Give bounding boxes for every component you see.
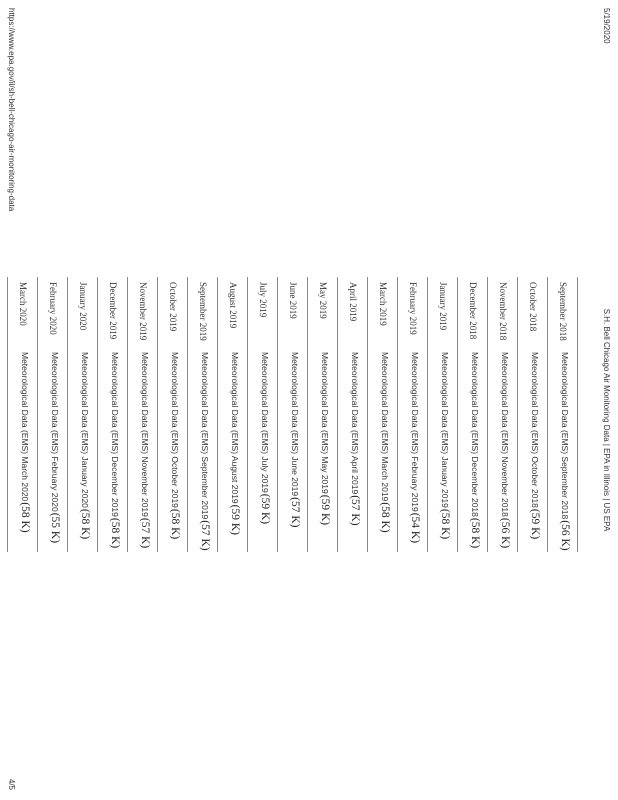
month-label: November 2019 — [138, 282, 148, 341]
data-file-link-label: Meteorological Data (EMS) May 2019 — [320, 352, 330, 494]
month-label: February 2020 — [48, 282, 58, 335]
data-file-link[interactable] — [109, 352, 121, 548]
data-file-link-label: Meteorological Data (EMS) November 2018 — [500, 352, 510, 517]
file-size: (59 K) — [529, 508, 541, 540]
table-row — [97, 277, 127, 552]
table-row — [7, 277, 37, 552]
file-size: (59 K) — [319, 494, 331, 526]
table-row — [37, 277, 67, 552]
file-size: (58 K) — [109, 517, 121, 549]
month-label: May 2019 — [318, 282, 328, 319]
file-size: (54 K) — [409, 512, 421, 544]
month-label: January 2020 — [78, 282, 88, 331]
table-row — [157, 277, 187, 552]
data-file-link[interactable] — [409, 352, 421, 543]
data-file-link-label: Meteorological Data (EMS) April 2019 — [350, 352, 360, 495]
month-label: July 2019 — [258, 282, 268, 318]
data-file-link[interactable] — [529, 352, 541, 539]
data-file-link[interactable] — [379, 352, 391, 533]
file-size: (58 K) — [379, 502, 391, 533]
month-label: April 2019 — [348, 282, 358, 322]
table-row — [217, 277, 247, 552]
data-file-link[interactable] — [349, 352, 361, 526]
page-number: 4/5 — [7, 778, 16, 790]
table-row — [427, 277, 457, 552]
data-file-link[interactable] — [139, 352, 151, 548]
data-file-link[interactable] — [49, 352, 61, 543]
table-row — [247, 277, 277, 552]
table-row — [277, 277, 307, 552]
data-file-link-label: Meteorological Data (EMS) October 2018 — [530, 352, 540, 508]
data-file-link[interactable] — [439, 352, 451, 539]
data-file-link-label: Meteorological Data (EMS) January 2020 — [80, 352, 90, 508]
file-size: (58 K) — [469, 517, 481, 549]
data-file-link-label: Meteorological Data (EMS) July 2019 — [260, 352, 270, 493]
print-date: 5/19/2020 — [602, 8, 611, 44]
month-label: February 2019 — [408, 282, 418, 335]
page-title: S.H. Bell Chicago Air Monitoring Data | EPA in Illinois | US EPA — [602, 308, 611, 532]
file-size: (59 K) — [259, 493, 271, 525]
data-file-link-label: Meteorological Data (EMS) June 2019 — [290, 352, 300, 497]
data-file-link[interactable] — [79, 352, 91, 539]
data-file-link-label: Meteorological Data (EMS) March 2019 — [380, 352, 390, 502]
month-label: March 2019 — [378, 282, 388, 326]
file-size: (57 K) — [349, 495, 361, 526]
data-file-link[interactable] — [259, 352, 271, 524]
data-file-link-label: Meteorological Data (EMS) September 2019 — [200, 352, 210, 520]
data-file-link[interactable] — [19, 352, 31, 533]
data-file-link[interactable] — [289, 352, 301, 527]
data-file-link-label: Meteorological Data (EMS) February 2019 — [410, 352, 420, 512]
data-file-link[interactable] — [169, 352, 181, 539]
data-file-link-label: Meteorological Data (EMS) March 2020 — [20, 352, 30, 502]
data-file-link-label: Meteorological Data (EMS) September 2018 — [560, 352, 570, 520]
data-file-link[interactable] — [469, 352, 481, 548]
table-row — [187, 277, 217, 552]
table-row — [457, 277, 487, 552]
month-label: December 2018 — [468, 282, 478, 340]
file-size: (57 K) — [289, 497, 301, 528]
month-label: March 2020 — [18, 282, 28, 326]
data-file-link-label: Meteorological Data (EMS) January 2019 — [440, 352, 450, 508]
file-size: (56 K) — [559, 520, 571, 551]
meteorological-data-table — [7, 277, 578, 552]
data-file-link-label: Meteorological Data (EMS) August 2019 — [230, 352, 240, 504]
table-row — [367, 277, 397, 552]
table-row — [337, 277, 367, 552]
table-row — [127, 277, 157, 552]
data-file-link[interactable] — [199, 352, 211, 551]
table-row — [517, 277, 547, 552]
file-size: (57 K) — [139, 517, 151, 549]
month-label: August 2019 — [228, 282, 238, 329]
table-row — [487, 277, 517, 552]
page-url[interactable]: https://www.epa.gov/il/sh-bell-chicago-air-monitoring-data — [7, 8, 16, 212]
data-file-link-label: Meteorological Data (EMS) December 2019 — [110, 352, 120, 517]
file-size: (57 K) — [199, 520, 211, 551]
table-row — [397, 277, 427, 552]
file-size: (55 K) — [49, 512, 61, 544]
file-size: (58 K) — [79, 508, 91, 540]
month-label: November 2018 — [498, 282, 508, 341]
data-file-link[interactable] — [559, 352, 571, 551]
data-file-link-label: Meteorological Data (EMS) October 2019 — [170, 352, 180, 508]
file-size: (59 K) — [229, 504, 241, 536]
table-row — [307, 277, 337, 552]
data-file-link[interactable] — [229, 352, 241, 535]
month-label: December 2019 — [108, 282, 118, 340]
table-row — [547, 277, 577, 552]
data-file-link-label: Meteorological Data (EMS) February 2020 — [50, 352, 60, 512]
month-label: January 2019 — [438, 282, 448, 331]
file-size: (58 K) — [439, 508, 451, 540]
month-label: September 2019 — [198, 282, 208, 341]
month-label: October 2018 — [528, 282, 538, 332]
file-size: (58 K) — [169, 508, 181, 540]
data-file-link-label: Meteorological Data (EMS) November 2019 — [140, 352, 150, 517]
month-label: September 2018 — [558, 282, 568, 341]
file-size: (58 K) — [19, 502, 31, 533]
data-file-link[interactable] — [499, 352, 511, 548]
table-row — [67, 277, 97, 552]
data-file-link-label: Meteorological Data (EMS) December 2018 — [470, 352, 480, 517]
month-label: June 2019 — [288, 282, 298, 319]
file-size: (56 K) — [499, 517, 511, 549]
month-label: October 2019 — [168, 282, 178, 332]
data-file-link[interactable] — [319, 352, 331, 525]
